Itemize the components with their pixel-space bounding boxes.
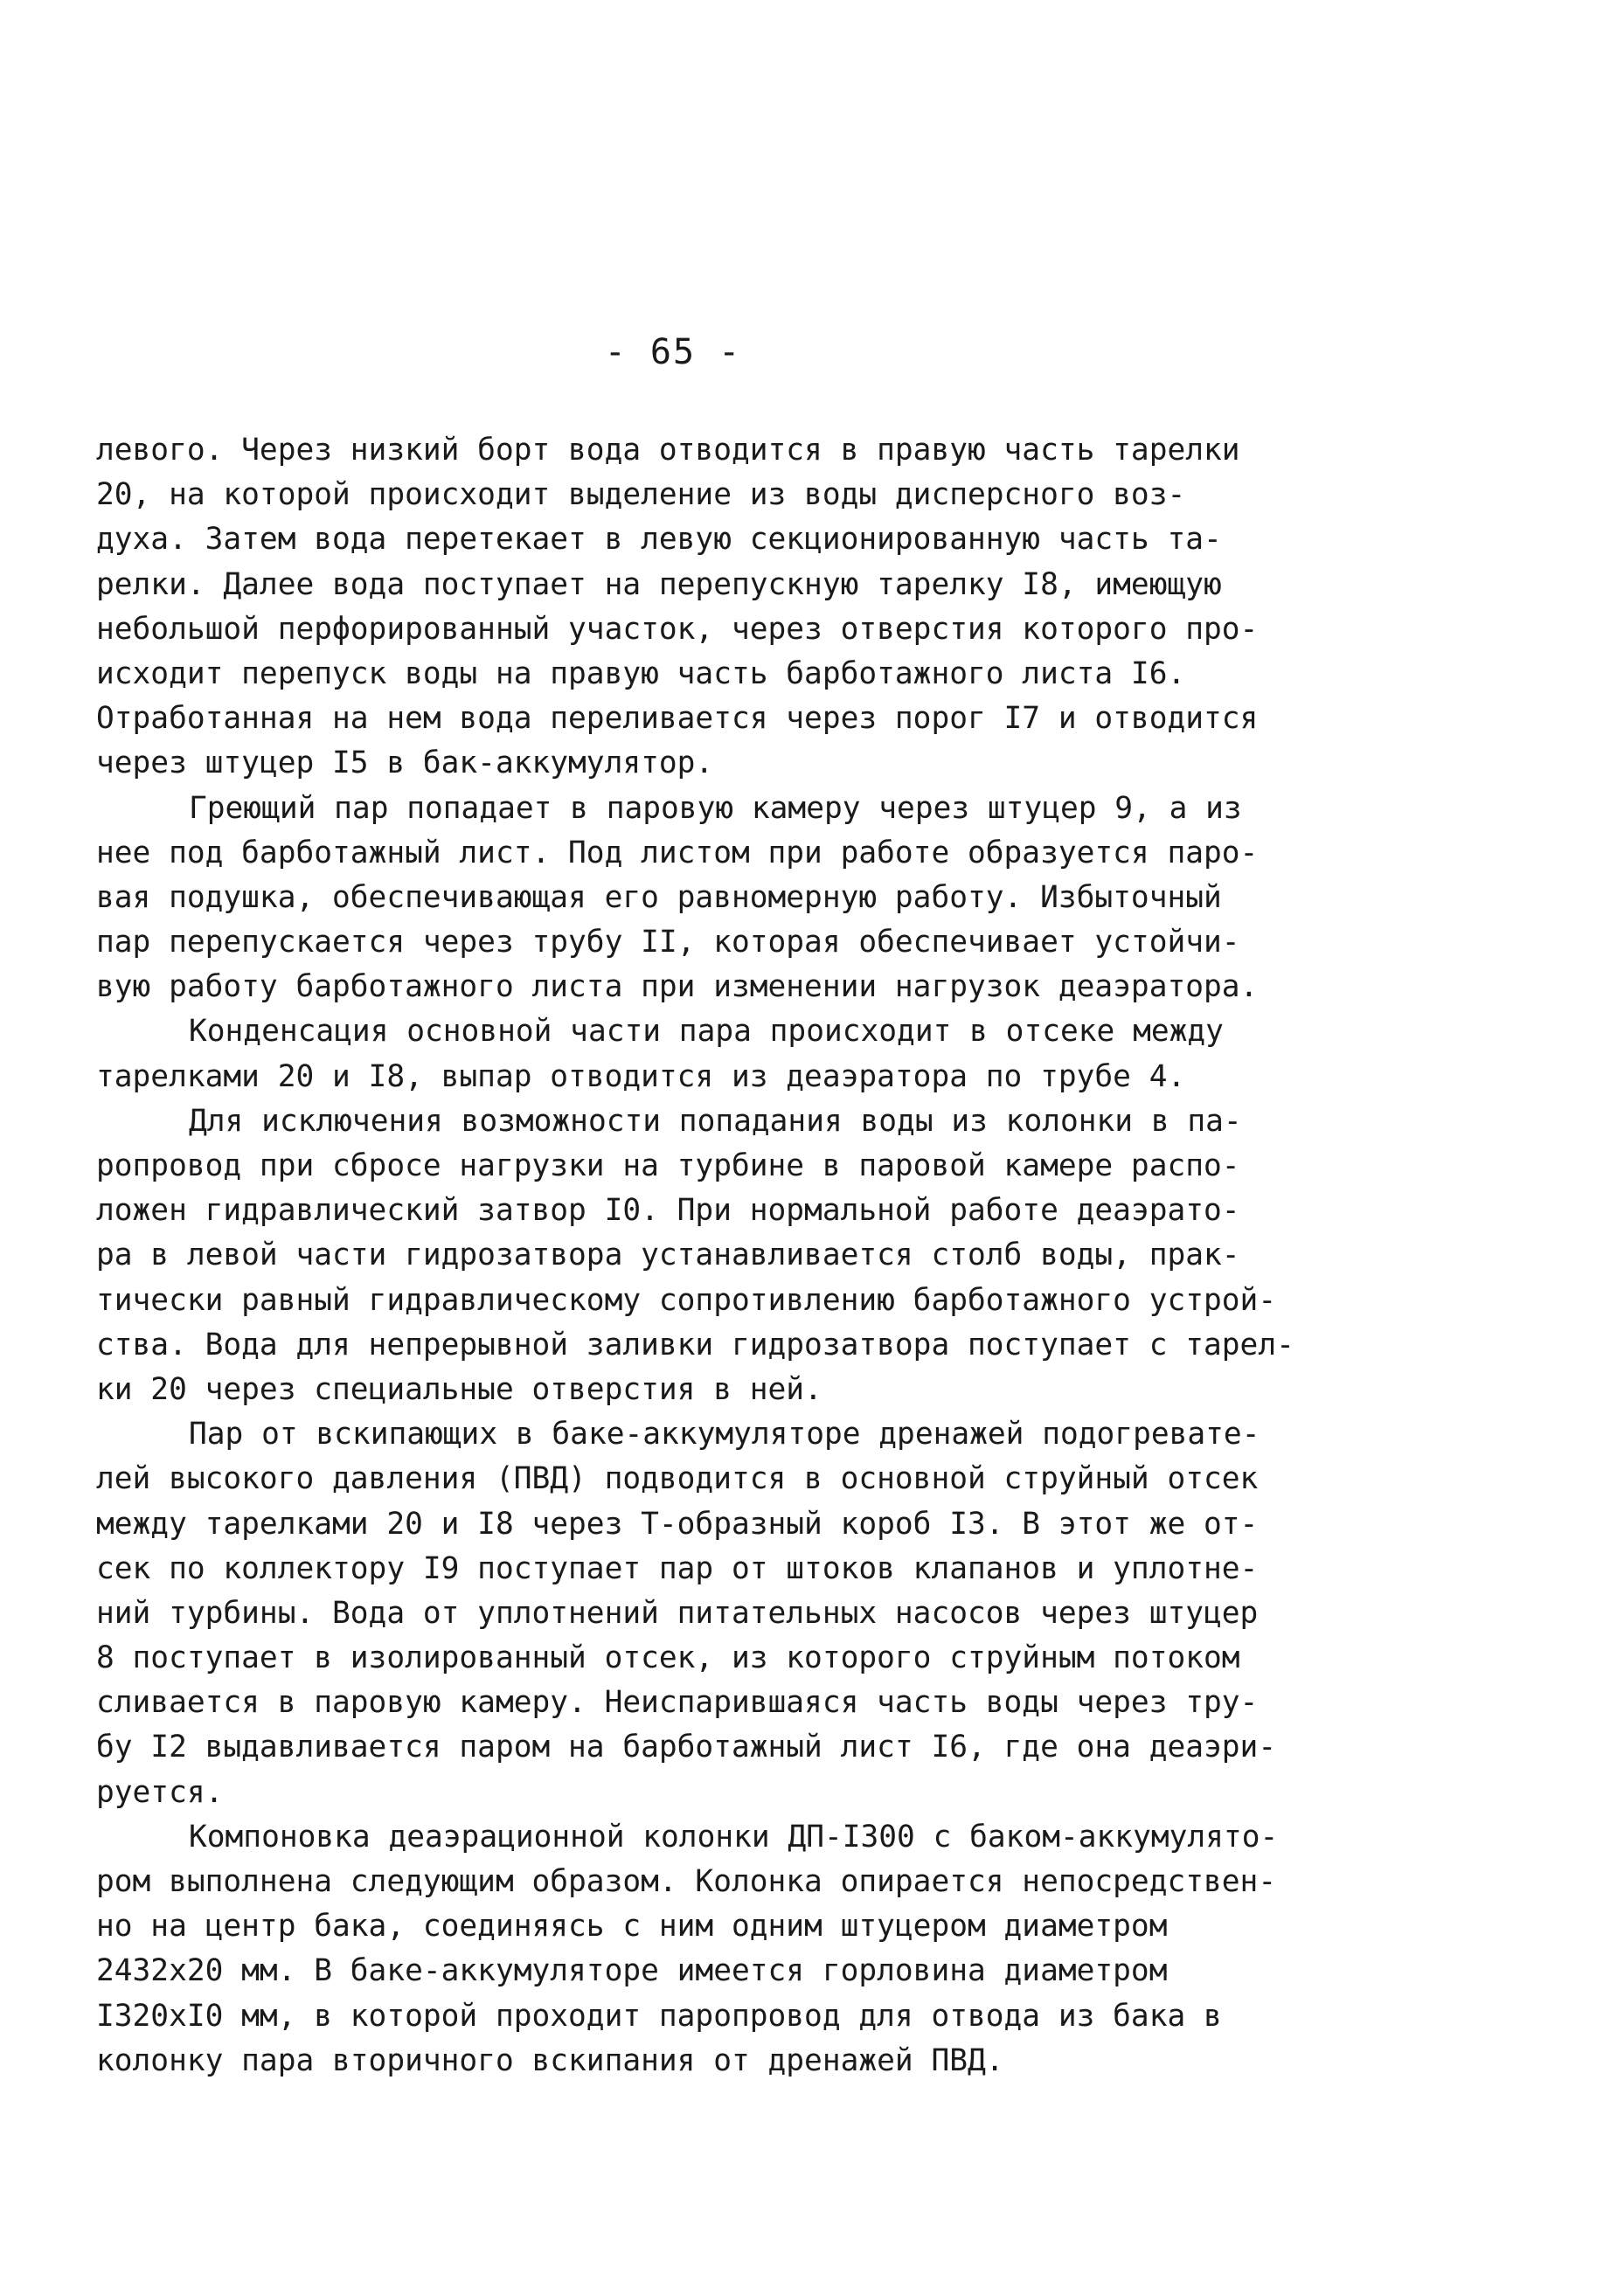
text-line: 2432х20 мм. В баке-аккумуляторе имеется горловина диаметром xyxy=(96,1953,1168,1989)
text-line: сек по коллектору I9 поступает пар от штоков клапанов и уплотне- xyxy=(96,1550,1259,1586)
text-line: вую работу барботажного листа при изменении нагрузок деаэратора. xyxy=(96,969,1259,1005)
paragraph xyxy=(96,1815,1302,2083)
text-line: 20, на которой происходит выделение из воды дисперсного воз- xyxy=(96,477,1186,513)
paragraph xyxy=(96,1009,1302,1099)
paragraph xyxy=(96,428,1302,787)
text-line: ра в левой части гидрозатвора устанавливается столб воды, прак- xyxy=(96,1238,1240,1273)
text-line: ний турбины. Вода от уплотнений питательных насосов через штуцер xyxy=(96,1595,1259,1631)
text-line: тарелками 20 и I8, выпар отводится из деаэратора по трубе 4. xyxy=(96,1058,1186,1094)
text-line: руется. xyxy=(96,1774,224,1810)
text-line: Отработанная на нем вода переливается через порог I7 и отводится xyxy=(96,701,1259,737)
text-line: сливается в паровую камеру. Неиспарившаяся часть воды через тру- xyxy=(96,1685,1259,1721)
text-line: тически равный гидравлическому сопротивлению барботажного устрой- xyxy=(96,1282,1277,1318)
text-line: вая подушка, обеспечивающая его равномерную работу. Избыточный xyxy=(96,879,1222,915)
text-line: ки 20 через специальные отверстия в ней. xyxy=(96,1371,822,1407)
text-line: Конденсация основной части пара происходит в отсеке между xyxy=(189,1014,1224,1050)
text-line: но на центр бака, соединяясь с ним одним штуцером диаметром xyxy=(96,1909,1168,1945)
text-line: Пар от вскипающих в баке-аккумуляторе дренажей подогревате- xyxy=(189,1417,1260,1453)
text-line: ропровод при сбросе нагрузки на турбине в паровой камере распо- xyxy=(96,1148,1240,1183)
text-line: Греющий пар попадает в паровую камеру через штуцер 9, а из xyxy=(189,790,1242,826)
text-line: нее под барботажный лист. Под листом при работе образуется паро- xyxy=(96,835,1259,870)
text-line: ложен гидравлический затвор I0. При нормальной работе деаэрато- xyxy=(96,1193,1240,1229)
text-line: лей высокого давления (ПВД) подводится в основной струйный отсек xyxy=(96,1461,1259,1497)
text-line: Для исключения возможности попадания воды из колонки в па- xyxy=(189,1103,1242,1139)
text-line: ства. Вода для непрерывной заливки гидрозатвора поступает с тарел- xyxy=(96,1327,1294,1362)
text-line: релки. Далее вода поступает на перепускную тарелку I8, имеющую xyxy=(96,566,1222,602)
text-line: Компоновка деаэрационной колонки ДП-I300 с баком-аккумулято- xyxy=(189,1819,1279,1855)
text-line: ром выполнена следующим образом. Колонка опирается непосредствен- xyxy=(96,1864,1277,1899)
body-text xyxy=(96,428,1302,2083)
text-line: левого. Через низкий борт вода отводится в правую часть тарелки xyxy=(96,433,1240,468)
text-line: бу I2 выдавливается паром на барботажный лист I6, где она деаэри- xyxy=(96,1730,1277,1765)
text-line: I320хI0 мм, в которой проходит паропровод для отвода из бака в xyxy=(96,1998,1222,2034)
text-line: колонку пара вторичного вскипания от дренажей ПВД. xyxy=(96,2042,1004,2078)
text-line: исходит перепуск воды на правую часть барботажного листа I6. xyxy=(96,655,1186,691)
paragraph xyxy=(96,1099,1302,1412)
text-line: через штуцер I5 в бак-аккумулятор. xyxy=(96,745,714,781)
text-line: между тарелками 20 и I8 через Т-образный короб I3. В этот же от- xyxy=(96,1506,1259,1542)
paragraph xyxy=(96,1412,1302,1815)
paragraph xyxy=(96,787,1302,1010)
page-number: - 65 - xyxy=(604,332,742,372)
text-line: пар перепускается через трубу II, которая обеспечивает устойчи- xyxy=(96,925,1240,960)
text-line: небольшой перфорированный участок, через отверстия которого про- xyxy=(96,611,1259,647)
text-line: 8 поступает в изолированный отсек, из которого струйным потоком xyxy=(96,1640,1240,1676)
text-line: духа. Затем вода перетекает в левую секционированную часть та- xyxy=(96,522,1222,558)
